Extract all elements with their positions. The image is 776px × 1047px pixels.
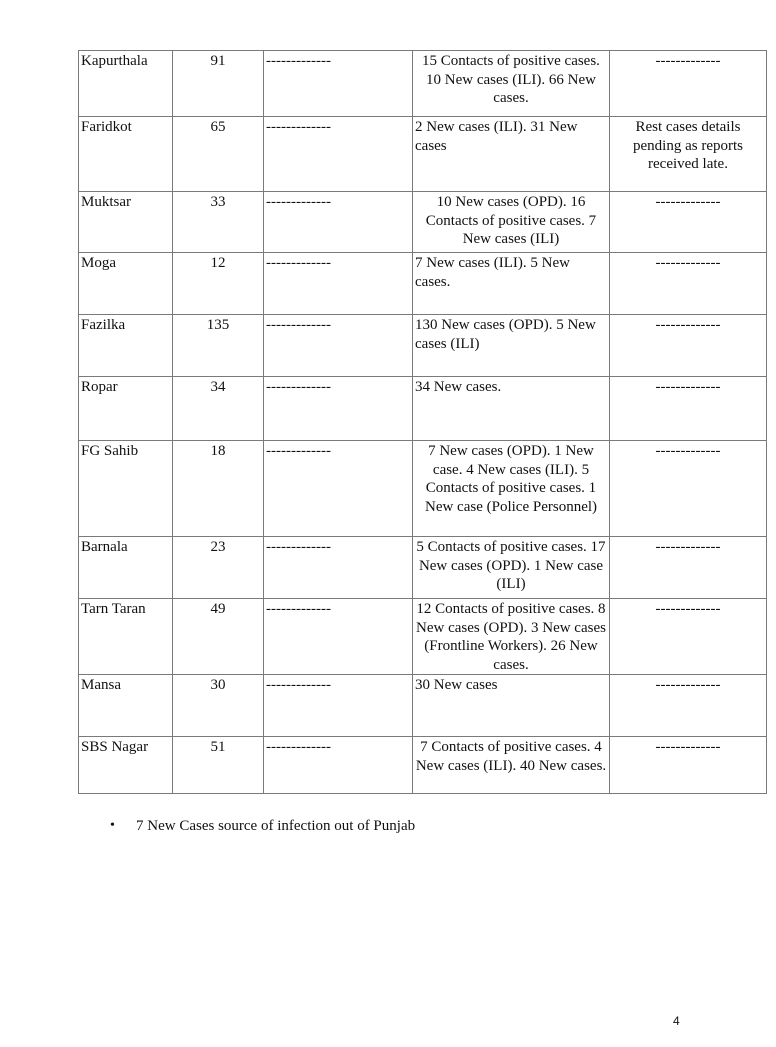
table-row — [79, 737, 767, 794]
district-cell: SBS Nagar — [79, 737, 173, 794]
details-cell: 5 Contacts of positive cases. 17 New cases (OPD). 1 New case (ILI) — [413, 537, 610, 599]
status-cell: ------------- — [264, 537, 413, 599]
remarks-cell: ------------- — [610, 253, 767, 315]
table-row — [79, 377, 767, 441]
remarks-cell: ------------- — [610, 599, 767, 675]
note-line — [110, 817, 415, 836]
district-cell: Fazilka — [79, 315, 173, 377]
count-cell: 34 — [173, 377, 264, 441]
table-row — [79, 675, 767, 737]
status-cell: ------------- — [264, 51, 413, 117]
status-cell: ------------- — [264, 117, 413, 192]
remarks-cell: ------------- — [610, 377, 767, 441]
page-number: 4 — [673, 1014, 680, 1028]
details-cell: 7 Contacts of positive cases. 4 New cases (ILI). 40 New cases. — [413, 737, 610, 794]
status-cell: ------------- — [264, 377, 413, 441]
status-cell: ------------- — [264, 315, 413, 377]
status-cell: ------------- — [264, 253, 413, 315]
district-cases-table — [78, 50, 767, 794]
remarks-cell: ------------- — [610, 737, 767, 794]
details-cell: 30 New cases — [413, 675, 610, 737]
count-cell: 23 — [173, 537, 264, 599]
count-cell: 49 — [173, 599, 264, 675]
table-row — [79, 117, 767, 192]
table-row — [79, 192, 767, 253]
district-cell: Tarn Taran — [79, 599, 173, 675]
details-cell: 34 New cases. — [413, 377, 610, 441]
remarks-cell: ------------- — [610, 675, 767, 737]
table-row — [79, 441, 767, 537]
count-cell: 33 — [173, 192, 264, 253]
count-cell: 30 — [173, 675, 264, 737]
details-cell: 130 New cases (OPD). 5 New cases (ILI) — [413, 315, 610, 377]
details-cell: 2 New cases (ILI). 31 New cases — [413, 117, 610, 192]
remarks-cell: ------------- — [610, 537, 767, 599]
status-cell: ------------- — [264, 599, 413, 675]
table-row — [79, 51, 767, 117]
remarks-cell: Rest cases details pending as reports received late. — [610, 117, 767, 192]
count-cell: 91 — [173, 51, 264, 117]
table-row — [79, 599, 767, 675]
details-cell: 7 New cases (ILI). 5 New cases. — [413, 253, 610, 315]
remarks-cell: ------------- — [610, 51, 767, 117]
status-cell: ------------- — [264, 737, 413, 794]
count-cell: 135 — [173, 315, 264, 377]
remarks-cell: ------------- — [610, 315, 767, 377]
district-cell: Muktsar — [79, 192, 173, 253]
details-cell: 12 Contacts of positive cases. 8 New cases (OPD). 3 New cases (Frontline Workers). 26 New cases. — [413, 599, 610, 675]
count-cell: 65 — [173, 117, 264, 192]
count-cell: 12 — [173, 253, 264, 315]
details-cell: 10 New cases (OPD). 16 Contacts of positive cases. 7 New cases (ILI) — [413, 192, 610, 253]
district-cell: FG Sahib — [79, 441, 173, 537]
status-cell: ------------- — [264, 675, 413, 737]
table-row — [79, 315, 767, 377]
bullet-icon: • — [110, 818, 115, 833]
status-cell: ------------- — [264, 441, 413, 537]
remarks-cell: ------------- — [610, 441, 767, 537]
count-cell: 18 — [173, 441, 264, 537]
details-cell: 15 Contacts of positive cases. 10 New cases (ILI). 66 New cases. — [413, 51, 610, 117]
details-cell: 7 New cases (OPD). 1 New case. 4 New cases (ILI). 5 Contacts of positive cases. 1 New case (Police Personnel) — [413, 441, 610, 537]
table-body — [79, 51, 767, 794]
district-cell: Ropar — [79, 377, 173, 441]
remarks-cell: ------------- — [610, 192, 767, 253]
district-cell: Moga — [79, 253, 173, 315]
district-cell: Barnala — [79, 537, 173, 599]
note-text: 7 New Cases source of infection out of Punjab — [136, 818, 416, 834]
district-cell: Faridkot — [79, 117, 173, 192]
table-row — [79, 537, 767, 599]
district-cell: Kapurthala — [79, 51, 173, 117]
table-row — [79, 253, 767, 315]
district-cell: Mansa — [79, 675, 173, 737]
count-cell: 51 — [173, 737, 264, 794]
status-cell: ------------- — [264, 192, 413, 253]
